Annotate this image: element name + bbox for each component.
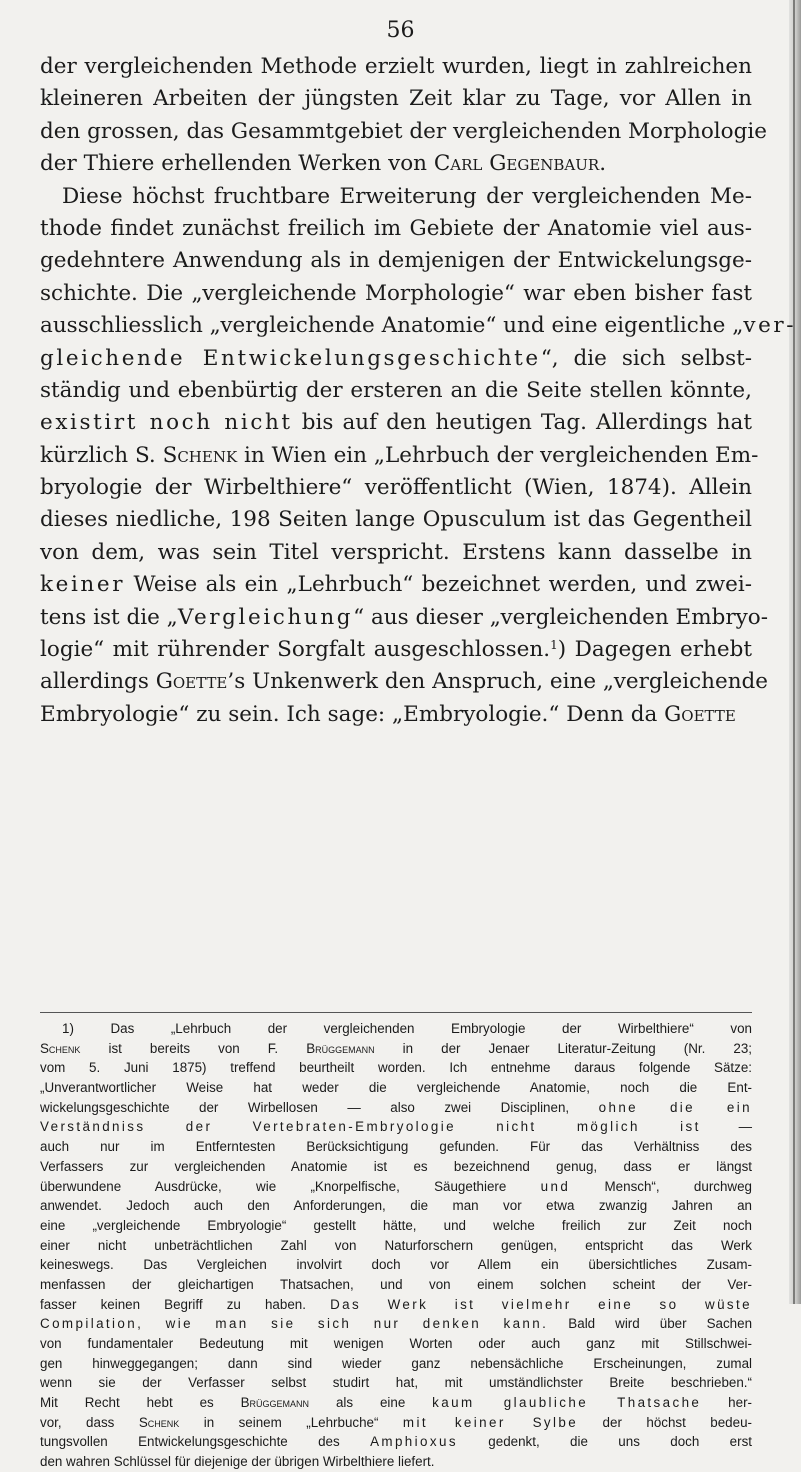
text-run: gen hinweggegangen; dann sind wieder ganz nebensächliche Erscheinungen, zumal bbox=[40, 1355, 752, 1371]
text-run: in Wien ein „Lehrbuch der vergleichenden Em- bbox=[237, 442, 759, 468]
footnote-line bbox=[40, 1275, 752, 1295]
main-line bbox=[40, 213, 752, 245]
spaced-emphasis: Verständniss der Vertebraten-Embryologie nicht möglich ist bbox=[40, 1119, 701, 1135]
page-number: 56 bbox=[386, 18, 415, 43]
text-run: anwendet. Jedoch auch den Anforderungen, die man vor etwa zwanzig Jahren an bbox=[40, 1198, 752, 1214]
text-run: auch nur im Entferntesten Berücksichtigung gefunden. Für das Verhältniss des bbox=[40, 1139, 752, 1155]
text-run: bryologie der Wirbelthiere“ veröffentlicht (Wien, 1874). Allein bbox=[40, 475, 752, 501]
main-line bbox=[40, 116, 767, 148]
small-caps-name: Schenk bbox=[162, 442, 238, 468]
small-caps-name: Schenk bbox=[138, 1414, 180, 1430]
text-run: der Thiere erhellenden Werken von bbox=[40, 151, 434, 177]
text-run: Weise als ein „Lehrbuch“ bezeichnet werden, und zwei- bbox=[125, 572, 752, 598]
footnote-line bbox=[40, 1432, 752, 1452]
spaced-emphasis: Compilation, wie man sie sich nur denken kann. bbox=[40, 1316, 549, 1332]
text-run: in der Jenaer Literatur-Zeitung (Nr. 23; bbox=[374, 1040, 752, 1056]
footnote-line bbox=[40, 1216, 752, 1236]
text-run: Mit Recht hebt es bbox=[40, 1395, 241, 1411]
main-line bbox=[40, 472, 752, 504]
text-run: ständig und ebenbürtig der ersteren an die Seite stellen könnte, bbox=[40, 377, 752, 403]
text-run: ) Dagegen erhebt bbox=[557, 637, 752, 663]
text-run: bis auf den heutigen Tag. Allerdings hat bbox=[292, 410, 752, 436]
text-run: tens ist die „ bbox=[40, 604, 178, 630]
text-run: einer nicht unbeträchtlichen Zahl von Naturforschern genügen, entspricht das Werk bbox=[40, 1237, 752, 1253]
main-line bbox=[40, 407, 752, 439]
text-run: menfassen der gleichartigen Thatsachen, und von einem solchen scheint der Ver- bbox=[40, 1276, 752, 1292]
text-run: Diese höchst fruchtbare Erweiterung der vergleichenden Me- bbox=[62, 183, 752, 209]
main-line bbox=[40, 504, 752, 536]
text-run: der höchst bedeu- bbox=[578, 1414, 752, 1430]
spaced-emphasis: Amphioxus bbox=[370, 1434, 458, 1450]
main-text-body bbox=[40, 51, 797, 731]
text-run: ausschliesslich „vergleichende Anatomie“ und eine eigentliche „ bbox=[40, 313, 744, 339]
footnote-line bbox=[40, 1058, 752, 1078]
footnote-line bbox=[40, 1196, 752, 1216]
text-run: 1) Das „Lehrbuch der vergleichenden Embryologie der Wirbelthiere“ von bbox=[62, 1021, 752, 1036]
main-line bbox=[40, 375, 752, 407]
footnote-marker: 1 bbox=[550, 638, 558, 653]
small-caps-name: Schenk bbox=[40, 1040, 81, 1056]
text-run: gedenkt, die uns doch erst bbox=[457, 1434, 752, 1450]
footnote-line bbox=[40, 1354, 752, 1374]
text-run: Bald wird über Sachen bbox=[548, 1316, 753, 1332]
text-run: gedehntere Anwendung als in demjenigen der Entwickelungsge- bbox=[40, 248, 752, 274]
text-run: der vergleichenden Methode erzielt wurden, liegt in zahlreichen bbox=[40, 54, 752, 79]
footnote-line bbox=[40, 1177, 752, 1197]
text-run: Embryologie“ zu sein. Ich sage: „Embryologie.“ Denn da bbox=[40, 701, 665, 727]
text-run: — bbox=[700, 1119, 752, 1135]
text-run: „Unverantwortlicher Weise hat weder die vergleichende Anatomie, noch die Ent- bbox=[40, 1080, 752, 1096]
footnote-line bbox=[40, 1137, 752, 1157]
main-line bbox=[40, 83, 752, 115]
spaced-emphasis: kaum glaubliche Thatsache bbox=[432, 1395, 702, 1411]
main-line bbox=[40, 148, 752, 180]
footnote-line bbox=[40, 1039, 752, 1059]
text-run: ist bereits von F. bbox=[80, 1040, 307, 1056]
spaced-emphasis: keiner bbox=[40, 572, 126, 598]
main-line bbox=[40, 343, 752, 375]
text-run: überwundene Ausdrücke, wie „Knorpelfische, Säugethiere bbox=[40, 1178, 541, 1194]
text-run: vom 5. Juni 1875) treffend beurtheilt worden. Ich entnehme daraus folgende Sätze: bbox=[40, 1060, 752, 1076]
text-run: dieses niedliche, 198 Seiten lange Opusculum ist das Gegentheil bbox=[40, 507, 752, 533]
text-run: logie“ mit rührender Sorgfalt ausgeschlossen. bbox=[40, 637, 551, 663]
main-line bbox=[40, 602, 768, 634]
text-run: tungsvollen Entwickelungsgeschichte des bbox=[40, 1434, 371, 1450]
main-line bbox=[40, 440, 759, 472]
text-run: wickelungsgeschichte der Wirbellosen — also zwei Disciplinen, bbox=[40, 1099, 599, 1115]
main-line bbox=[40, 666, 769, 698]
footnote-line bbox=[40, 1413, 752, 1433]
main-line bbox=[40, 634, 752, 666]
text-run: Mensch“, durchweg bbox=[570, 1178, 752, 1194]
text-run: thode findet zunächst freilich im Gebiete der Anatomie viel aus- bbox=[40, 215, 752, 241]
text-run: ’s Unkenwerk den Anspruch, eine „vergleichende bbox=[227, 669, 769, 695]
small-caps-name: Goette bbox=[664, 701, 736, 727]
text-run: vor, dass bbox=[40, 1414, 139, 1430]
footnote-line bbox=[40, 1078, 752, 1098]
footnote-line bbox=[40, 1295, 752, 1315]
main-line bbox=[40, 569, 752, 601]
text-run: schichte. Die „vergleichende Morphologie“ war eben bisher fast bbox=[40, 280, 752, 306]
text-run: “ aus dieser „vergleichenden Embryo- bbox=[353, 604, 768, 630]
text-run: in seinem „Lehrbuche“ bbox=[179, 1414, 403, 1430]
text-run: Verfassers zur vergleichenden Anatomie ist es bezeichnend genug, dass er längst bbox=[40, 1158, 752, 1174]
text-run: von dem, was sein Titel verspricht. Erstens kann dasselbe in bbox=[40, 539, 752, 565]
text-run: keineswegs. Das Vergleichen involvirt doch vor Allem ein übersichtliches Zusam- bbox=[40, 1257, 752, 1273]
footnote-line bbox=[40, 1236, 752, 1256]
text-run: kleineren Arbeiten der jüngsten Zeit klar zu Tage, vor Allen in bbox=[40, 86, 752, 112]
text-run: fasser keinen Begriff zu haben. bbox=[40, 1296, 331, 1312]
spaced-emphasis: ver- bbox=[743, 313, 797, 339]
text-run: den grossen, das Gesammtgebiet der vergleichenden Morphologie bbox=[40, 118, 767, 144]
spaced-emphasis: existirt noch nicht bbox=[40, 410, 293, 436]
text-run: “, die sich selbst- bbox=[540, 345, 753, 371]
spaced-emphasis: und bbox=[540, 1178, 571, 1194]
footnote-line bbox=[40, 1255, 752, 1275]
page-edge-line bbox=[793, 0, 795, 1304]
text-run: her- bbox=[701, 1395, 752, 1411]
spaced-emphasis: mit keiner Sylbe bbox=[402, 1414, 579, 1430]
footnote-line bbox=[40, 1157, 752, 1177]
text-run: eine „vergleichende Embryologie“ gestellt hätte, und welche freilich zur Zeit noch bbox=[40, 1217, 752, 1233]
spaced-emphasis: Vergleichung bbox=[177, 604, 354, 630]
text-run: kürzlich S. bbox=[40, 442, 163, 468]
footnote-line bbox=[40, 1393, 752, 1413]
spaced-emphasis: ohne die ein bbox=[598, 1099, 752, 1115]
small-caps-name: Carl Gegenbaur. bbox=[433, 151, 607, 177]
text-run: wenn sie der Verfasser selbst studirt hat, mit umständlichster Breite beschrieben.“ bbox=[40, 1375, 752, 1391]
footnote-line bbox=[40, 1334, 752, 1354]
small-caps-name: Brüggemann bbox=[240, 1395, 310, 1411]
text-run: allerdings bbox=[40, 669, 156, 695]
footnote-separator bbox=[40, 1012, 752, 1013]
footnote-line bbox=[40, 1314, 752, 1334]
main-line bbox=[40, 245, 752, 277]
footnote-line bbox=[40, 1117, 752, 1137]
main-line bbox=[40, 51, 752, 83]
main-line bbox=[40, 537, 752, 569]
main-line bbox=[40, 181, 752, 213]
small-caps-name: Brüggemann bbox=[306, 1040, 375, 1056]
footnote-line bbox=[40, 1373, 752, 1393]
small-caps-name: Goette bbox=[155, 669, 228, 695]
main-line bbox=[40, 310, 797, 342]
footnote-line bbox=[40, 1019, 752, 1039]
footnote-line bbox=[40, 1452, 752, 1472]
footnote-line bbox=[40, 1098, 752, 1118]
text-run: von fundamentaler Bedeutung mit wenigen Worten oder auch ganz mit Stillschwei- bbox=[40, 1336, 752, 1351]
spaced-emphasis: Das Werk ist vielmehr eine so wüste bbox=[330, 1296, 752, 1312]
spaced-emphasis: gleichende Entwickelungsgeschichte bbox=[40, 345, 541, 371]
footnote-body bbox=[40, 1019, 752, 1472]
page-edge-shadow bbox=[789, 0, 801, 1304]
text-run: als eine bbox=[309, 1395, 433, 1411]
main-line bbox=[40, 278, 752, 310]
main-line bbox=[40, 699, 752, 731]
text-run: den wahren Schlüssel für diejenige der übrigen Wirbelthiere liefert. bbox=[40, 1454, 435, 1470]
